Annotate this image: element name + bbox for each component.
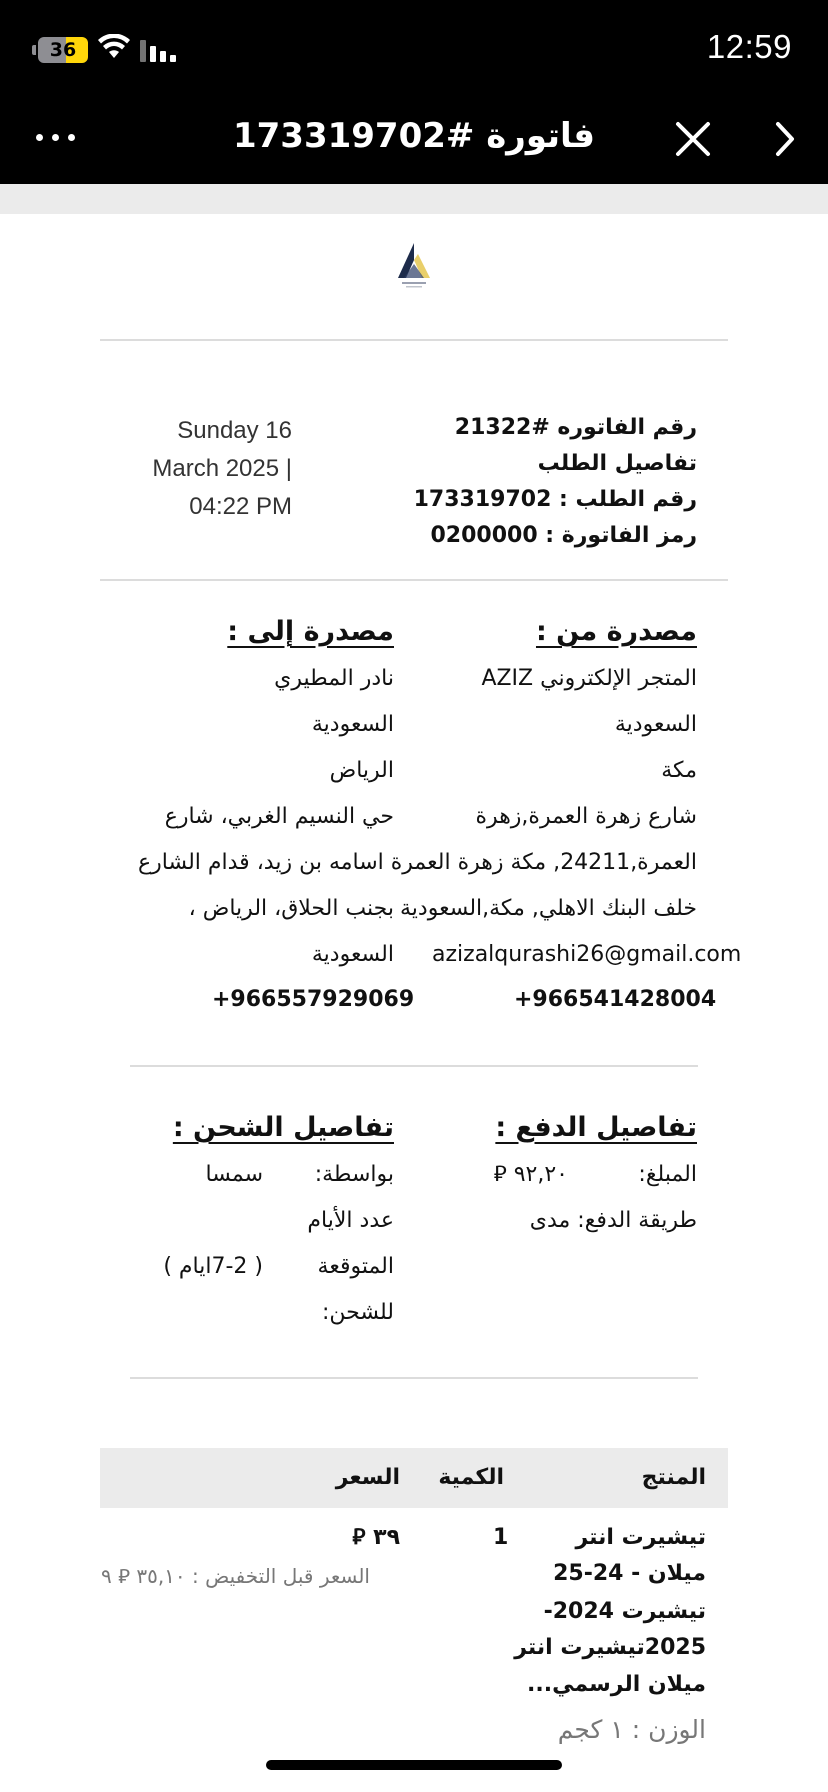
close-icon[interactable] — [672, 118, 714, 160]
product-name: ميلان الرسمي... — [527, 1672, 706, 1697]
sender-city: مكة — [661, 758, 697, 783]
invoice-date — [110, 412, 292, 526]
battery-tip — [32, 45, 36, 55]
order-number: رقم الطلب : 173319702 — [413, 487, 697, 512]
shipping-via-value: سمسا — [205, 1162, 263, 1187]
issued-to-heading: مصدرة إلى : — [227, 616, 394, 647]
toolbar-divider — [0, 184, 828, 214]
recipient-address: السعودية — [311, 942, 394, 967]
amount-label: المبلغ: — [638, 1162, 697, 1187]
product-quantity: 1 — [493, 1525, 509, 1550]
product-price: ٣٩ ⃁ — [352, 1525, 400, 1550]
battery-level: 36 — [49, 39, 77, 61]
table-header — [100, 1448, 728, 1508]
column-header-quantity: الكمية — [438, 1465, 504, 1490]
status-bar — [0, 0, 828, 96]
store-logo — [392, 240, 436, 290]
date-line: Sunday 16 — [177, 417, 292, 444]
navigation-bar — [0, 96, 828, 184]
amount-value: ٩٢,٢٠ ⃁ — [493, 1162, 568, 1187]
product-name: تيشيرت 2024- — [543, 1599, 706, 1624]
recipient-address: حي النسيم الغربي، شارع — [164, 804, 394, 829]
payment-method: طريقة الدفع: مدى — [529, 1208, 697, 1233]
battery-icon — [38, 37, 88, 63]
shipping-via-label: بواسطة: — [314, 1162, 394, 1187]
original-price-container — [100, 1558, 400, 1598]
shipping-days-value: ( 7-2ايام ) — [163, 1254, 263, 1279]
date-line: March 2025 | — [152, 455, 292, 482]
cellular-signal-icon — [140, 40, 180, 62]
sender-phone[interactable]: +966541428004 — [514, 987, 717, 1012]
divider — [100, 339, 728, 341]
shipping-days-label: المتوقعة — [317, 1254, 394, 1279]
sender-name: المتجر الإلكتروني AZIZ — [481, 666, 697, 691]
more-options-icon[interactable] — [34, 126, 78, 150]
product-weight: الوزن : ١ كجم — [557, 1715, 706, 1744]
page-title: فاتورة #173319702 — [232, 116, 595, 156]
wifi-icon — [98, 34, 130, 60]
home-indicator[interactable] — [266, 1760, 562, 1770]
recipient-city: الرياض — [329, 758, 394, 783]
divider — [100, 579, 728, 581]
product-name: ميلان - 24-25 — [553, 1561, 706, 1586]
issued-from-heading: مصدرة من : — [535, 616, 697, 647]
recipient-phone[interactable]: +966557929069 — [212, 987, 415, 1012]
status-time: 12:59 — [706, 28, 792, 65]
sender-email[interactable]: azizalqurashi26@gmail.com — [432, 942, 742, 967]
recipient-country: السعودية — [311, 712, 394, 737]
order-details-label: تفاصيل الطلب — [537, 451, 697, 476]
payment-details-heading: تفاصيل الدفع : — [495, 1112, 697, 1143]
shipping-days-label: للشحن: — [322, 1300, 394, 1325]
invoice-number: رقم الفاتوره #21322 — [454, 415, 697, 440]
divider — [130, 1065, 698, 1067]
sender-address: خلف البنك الاهلي, مكة,السعودية — [400, 896, 697, 921]
column-header-product: المنتج — [641, 1465, 706, 1490]
chevron-right-icon[interactable] — [770, 118, 800, 160]
sender-country: السعودية — [614, 712, 697, 737]
product-name: 2025تيشيرت انتر — [514, 1635, 706, 1660]
sender-address: شارع زهرة العمرة,زهرة — [475, 804, 697, 829]
original-price: السعر قبل التخفيض : ٣٥,١٠ ⃁ ٩ — [100, 1564, 370, 1588]
column-header-price: السعر — [335, 1465, 400, 1490]
recipient-name: نادر المطيري — [274, 666, 394, 691]
time-line: 04:22 PM — [189, 493, 292, 520]
recipient-address: بجنب الحلاق، الرياض ، — [188, 896, 394, 921]
invoice-code: رمز الفاتورة : 0200000 — [430, 523, 697, 548]
sender-address: العمرة,24211, مكة زهرة العمرة اسامه بن زيد، قدام الشارع — [138, 850, 697, 875]
shipping-details-heading: تفاصيل الشحن : — [172, 1112, 394, 1143]
product-name: تيشيرت انتر — [575, 1525, 706, 1550]
shipping-days-label: عدد الأيام — [307, 1208, 394, 1233]
divider — [130, 1377, 698, 1379]
